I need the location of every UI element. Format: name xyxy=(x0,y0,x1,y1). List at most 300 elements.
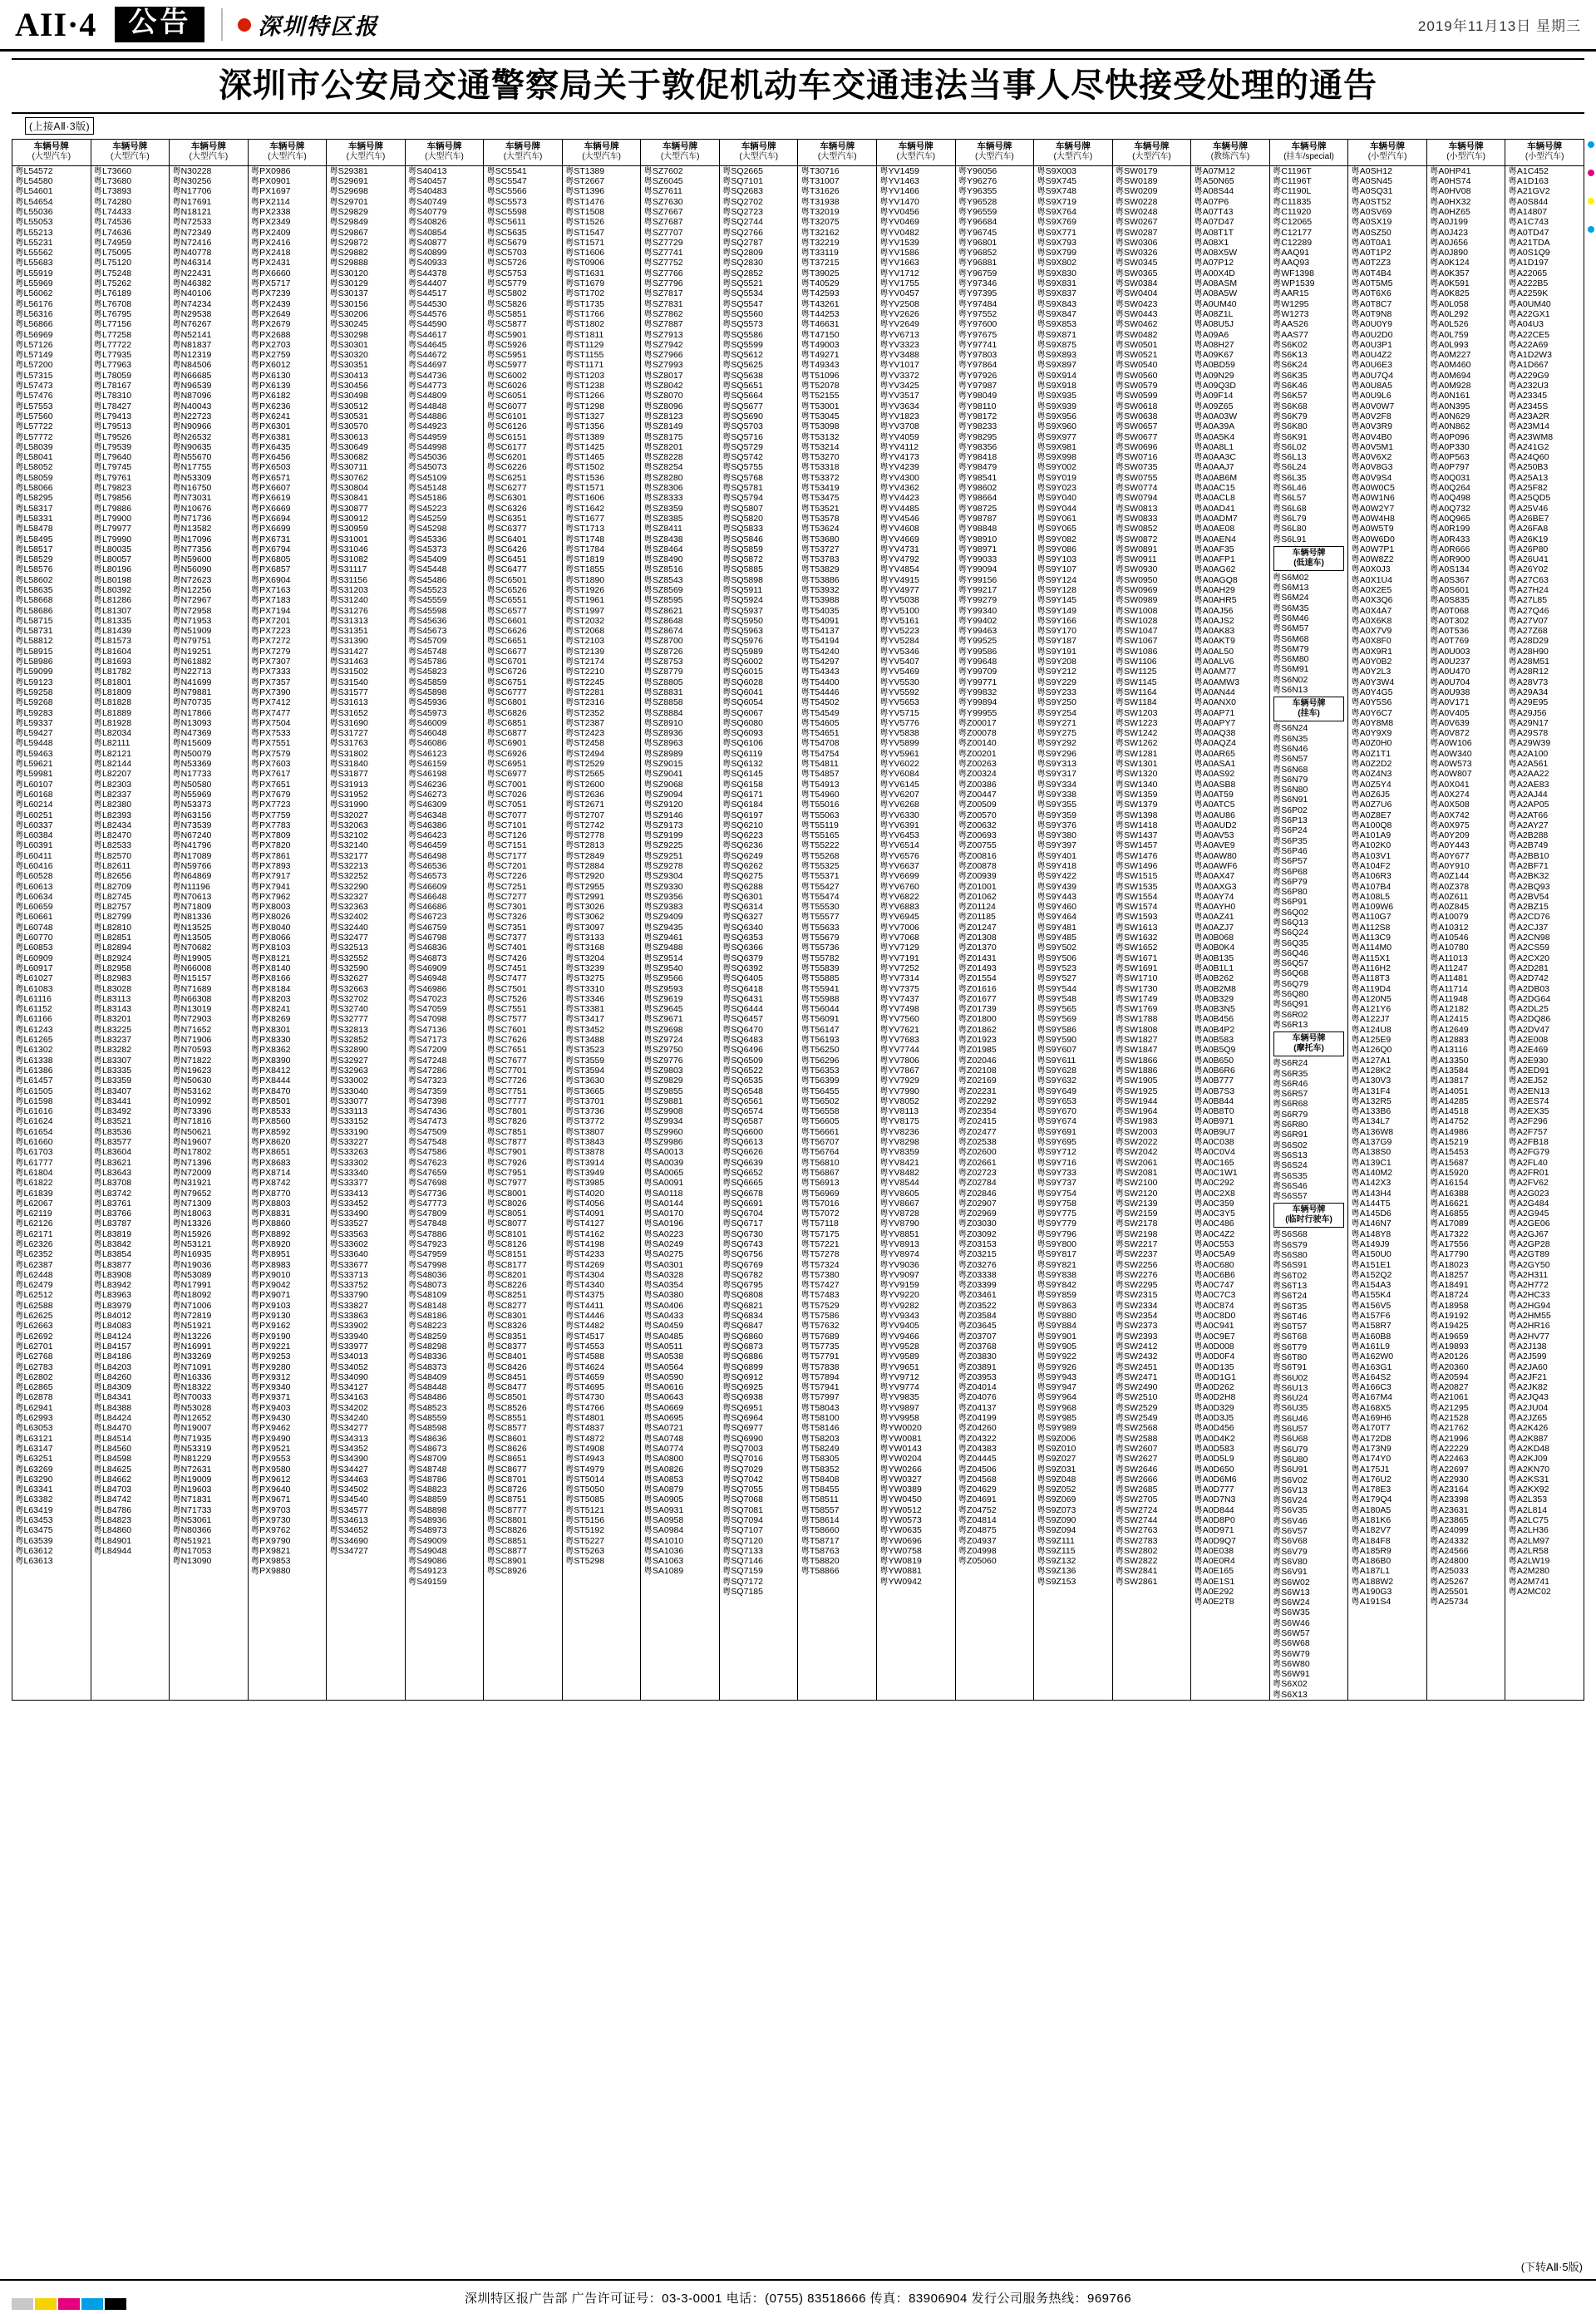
plate-cell: 粤Z03645 xyxy=(958,1321,997,1332)
plate-cell: 粤S9Y233 xyxy=(1037,687,1076,697)
plate-cell: 粤ST1702 xyxy=(564,288,605,299)
plate-cell: 粤Y99525 xyxy=(958,636,998,647)
plate-cell: 粤T56250 xyxy=(800,1045,840,1056)
plate-cell: 粤YV7621 xyxy=(879,1024,919,1035)
plate-cell: 粤YV8175 xyxy=(879,1116,919,1127)
plate-cell: 粤YV9220 xyxy=(879,1290,919,1301)
plate-cell: 粤T55222 xyxy=(800,840,840,851)
plate-cell: 粤S9Y565 xyxy=(1037,1004,1076,1015)
plate-cell: 粤S46309 xyxy=(407,800,447,810)
plate-cell: 粤SZ9304 xyxy=(643,871,683,882)
plate-cell: 粤S47736 xyxy=(407,1188,447,1199)
plate-cell: 粤SC5802 xyxy=(486,288,527,299)
plate-cell: 粤ST4304 xyxy=(564,1269,605,1280)
plate-cell: 粤ST4162 xyxy=(564,1228,605,1239)
plate-cell: 粤S33152 xyxy=(329,1116,368,1127)
plate-cell: 粤S32740 xyxy=(329,1004,368,1015)
plate-cell: 粤SW2549 xyxy=(1115,1413,1158,1424)
plate-cell: 粤L58066 xyxy=(15,483,53,494)
plate-cell: 粤YW0020 xyxy=(879,1423,922,1434)
plate-cell: 粤S6V24 xyxy=(1272,1495,1308,1506)
plate-cell: 粤ST1926 xyxy=(564,584,605,595)
plate-column-header xyxy=(798,140,876,166)
plate-cell: 粤SC6077 xyxy=(486,401,527,411)
plate-cell: 粤Z01308 xyxy=(958,933,997,943)
plate-cell: 粤Y99709 xyxy=(958,667,998,677)
plate-cell: 粤S33340 xyxy=(329,1167,368,1178)
plate-cell: 粤T58557 xyxy=(800,1504,840,1515)
plate-cell: 粤SZ8228 xyxy=(643,452,683,463)
plate-cell: 粤A2BB10 xyxy=(1508,850,1549,861)
plate-cell: 粤YV5284 xyxy=(879,636,919,647)
plate-cell: 粤S6K24 xyxy=(1272,360,1308,371)
plate-cell: 粤S44959 xyxy=(407,431,447,442)
plate-cell: 粤S6M79 xyxy=(1272,643,1309,654)
plate-cell: 粤PX8040 xyxy=(250,922,291,933)
plate-cell: 粤ST3133 xyxy=(564,933,605,943)
plate-cell: 粤SZ9015 xyxy=(643,759,683,770)
plate-column-header-line2: (大型汽车) xyxy=(268,152,307,162)
plate-cell: 粤SW0716 xyxy=(1115,452,1158,463)
plate-cell: 粤A2LR58 xyxy=(1508,1545,1549,1556)
plate-cell: 粤S45636 xyxy=(407,615,447,626)
plate-cell: 粤S33827 xyxy=(329,1300,368,1311)
plate-cell: 粤YV0456 xyxy=(879,207,919,217)
plate-cell: 粤S9Y569 xyxy=(1037,1014,1076,1025)
plate-cell: 粤T54400 xyxy=(800,677,840,687)
plate-cell: 粤ST3204 xyxy=(564,953,605,963)
plate-cell: 粤A0K825 xyxy=(1429,288,1470,299)
plate-cell: 粤SW2666 xyxy=(1115,1474,1158,1484)
plate-cell: 粤SC7777 xyxy=(486,1095,527,1106)
plate-cell: 粤PX0986 xyxy=(250,165,291,176)
plate-cell: 粤S6K13 xyxy=(1272,350,1308,361)
plate-cell: 粤A0W5T9 xyxy=(1351,524,1394,534)
plate-cell: 粤S9Y061 xyxy=(1037,513,1076,524)
plate-cell: 粤SW2685 xyxy=(1115,1484,1158,1495)
plate-cell: 粤Z01923 xyxy=(958,1035,997,1046)
plate-cell: 粤L57126 xyxy=(15,339,53,350)
plate-cell: 粤L83787 xyxy=(93,1219,132,1229)
plate-cell: 粤S45336 xyxy=(407,534,447,544)
plate-cell: 粤PX9071 xyxy=(250,1290,291,1301)
plate-cell: 粤L83621 xyxy=(93,1157,132,1168)
plate-cell: 粤A0UM40 xyxy=(1194,298,1237,309)
plate-cell: 粤S6V35 xyxy=(1272,1505,1308,1516)
plate-column-header xyxy=(170,140,248,166)
plate-cell: 粤A0B7S3 xyxy=(1194,1086,1235,1096)
plate-cell: 粤S6N46 xyxy=(1272,743,1308,754)
plate-cell: 粤SC7677 xyxy=(486,1055,527,1066)
plate-cell: 粤L63613 xyxy=(15,1556,53,1567)
plate-cell: 粤S34463 xyxy=(329,1474,368,1484)
plate-cell: 粤L83979 xyxy=(93,1300,132,1311)
plate-cell: 粤L83942 xyxy=(93,1280,132,1291)
plate-cell: 粤S47098 xyxy=(407,1014,447,1025)
plate-cell: 粤L82745 xyxy=(93,891,132,902)
plate-cell: 粤A08S44 xyxy=(1194,186,1234,197)
plate-cell: 粤ST2529 xyxy=(564,759,605,770)
plate-cell: 粤T54960 xyxy=(800,789,840,800)
plate-cell: 粤YV9036 xyxy=(879,1259,919,1270)
plate-cell: 粤Z03707 xyxy=(958,1331,997,1342)
plate-cell: 粤YV5715 xyxy=(879,707,919,718)
plate-cell: 粤YV6576 xyxy=(879,850,919,861)
plate-cell: 粤A2LH36 xyxy=(1508,1525,1549,1536)
plate-cell: 粤Y97864 xyxy=(958,360,998,371)
plate-cell: 粤A0P563 xyxy=(1429,452,1470,463)
plate-cell: 粤Z01124 xyxy=(958,902,996,913)
plate-cell: 粤L63475 xyxy=(15,1525,53,1536)
plate-cell: 粤S32963 xyxy=(329,1065,368,1076)
plate-cell: 粤L63251 xyxy=(15,1454,53,1465)
plate-cell: 粤S9X764 xyxy=(1037,207,1076,217)
plate-cell: 粤L79640 xyxy=(93,452,132,463)
plate-cell: 粤S33377 xyxy=(329,1178,368,1189)
plate-cell: 粤L63612 xyxy=(15,1545,53,1556)
plate-cell: 粤Z02354 xyxy=(958,1106,997,1117)
plate-cell: 粤SC8677 xyxy=(486,1464,527,1475)
plate-cell: 粤PX7239 xyxy=(250,288,291,299)
plate-cell: 粤YV9528 xyxy=(879,1341,919,1351)
plate-cell: 粤SA0853 xyxy=(643,1474,684,1484)
plate-cell: 粤SC6426 xyxy=(486,544,527,554)
plate-cell: 粤SW1008 xyxy=(1115,605,1158,616)
plate-cell: 粤Z03584 xyxy=(958,1311,997,1322)
plate-cell: 粤T53624 xyxy=(800,524,840,534)
plate-cell: 粤ST4766 xyxy=(564,1402,605,1413)
plate-cell: 粤S34540 xyxy=(329,1494,368,1505)
plate-cell: 粤A0Z378 xyxy=(1429,881,1470,892)
plate-cell: 粤A2KX92 xyxy=(1508,1484,1549,1495)
plate-cell: 粤T54754 xyxy=(800,748,840,759)
plate-cell: 粤N18322 xyxy=(172,1382,212,1393)
plate-cell: 粤ST1547 xyxy=(564,227,605,238)
plate-cell: 粤S6R46 xyxy=(1272,1078,1308,1089)
plate-cell: 粤PX9640 xyxy=(250,1484,291,1495)
plate-cell: 粤S6N91 xyxy=(1272,795,1308,805)
plate-cell: 粤S6N68 xyxy=(1272,764,1308,775)
plate-cell: 粤A155K4 xyxy=(1351,1290,1392,1301)
plate-cell: 粤S29888 xyxy=(329,258,368,268)
plate-cell: 粤A2K426 xyxy=(1508,1423,1549,1434)
plate-cell: 粤A0B262 xyxy=(1194,973,1234,984)
plate-cell: 粤L83441 xyxy=(93,1095,132,1106)
plate-cell: 粤A0C2X8 xyxy=(1194,1188,1235,1199)
plate-cell: 粤SW1925 xyxy=(1115,1086,1158,1096)
plate-cell: 粤S6K68 xyxy=(1272,401,1308,411)
plate-cell: 粤L73893 xyxy=(93,186,132,197)
plate-cell: 粤SC8701 xyxy=(486,1474,527,1484)
plate-cell: 粤SQ5820 xyxy=(722,513,763,524)
plate-cell: 粤N19623 xyxy=(172,1065,212,1076)
plate-cell: 粤A2BV54 xyxy=(1508,891,1549,902)
plate-cell: 粤PX7279 xyxy=(250,646,291,657)
plate-cell: 粤L63269 xyxy=(15,1464,53,1475)
plate-cell: 粤A2FR01 xyxy=(1508,1167,1549,1178)
plate-cell: 粤N71906 xyxy=(172,1035,212,1046)
plate-cell: 粤A15920 xyxy=(1429,1167,1469,1178)
plate-cell: 粤T54549 xyxy=(800,707,840,718)
plate-cell: 粤A0X975 xyxy=(1429,820,1470,830)
plate-cell: 粤ST3772 xyxy=(564,1116,605,1127)
plate-cell: 粤S9Y103 xyxy=(1037,554,1076,565)
plate-cell: 粤SC8401 xyxy=(486,1351,527,1362)
plate-cell: 粤N67240 xyxy=(172,830,212,841)
plate-cell: 粤S9Y611 xyxy=(1037,1055,1076,1066)
plate-cell: 粤SZ8858 xyxy=(643,697,683,708)
plate-cell: 粤S6W91 xyxy=(1272,1669,1310,1680)
plate-cell: 粤PX6182 xyxy=(250,391,291,401)
plate-cell: 粤SC6501 xyxy=(486,574,527,585)
plate-cell: 粤SZ7707 xyxy=(643,227,683,238)
plate-cell: 粤ST4908 xyxy=(564,1443,605,1454)
plate-cell: 粤SA1036 xyxy=(643,1545,684,1556)
plate-cell: 粤N72349 xyxy=(172,227,212,238)
plate-cell: 粤T58717 xyxy=(800,1535,840,1546)
plate-cell: 粤YV7683 xyxy=(879,1035,919,1046)
plate-cell: 粤T58249 xyxy=(800,1443,840,1454)
plate-cell: 粤N71816 xyxy=(172,1116,212,1127)
plate-cell: 粤S30570 xyxy=(329,421,368,432)
plate-cell: 粤PX2688 xyxy=(250,329,291,340)
plate-cell: 粤SC5877 xyxy=(486,319,527,330)
plate-cell: 粤ST5227 xyxy=(564,1535,605,1546)
plate-cell: 粤ST2139 xyxy=(564,646,605,657)
plate-cell: 粤L83335 xyxy=(93,1065,132,1076)
plate-cell: 粤YV3517 xyxy=(879,391,919,401)
plate-cell: 粤S45523 xyxy=(407,584,447,595)
plate-cell: 粤SZ8411 xyxy=(643,524,682,534)
plate-cell: 粤S44923 xyxy=(407,421,447,432)
plate-cell: 粤A22697 xyxy=(1429,1464,1469,1475)
plate-cell: 粤SZ9566 xyxy=(643,973,683,984)
plate-cell: 粤A138S0 xyxy=(1351,1147,1392,1158)
plate-cell: 粤A0AWF6 xyxy=(1194,861,1238,871)
plate-cell: 粤S45148 xyxy=(407,483,447,494)
plate-cell: 粤T55633 xyxy=(800,922,840,933)
plate-cell: 粤ST3452 xyxy=(564,1024,605,1035)
plate-cell: 粤T33119 xyxy=(800,248,839,258)
plate-cell: 粤SQ5846 xyxy=(722,534,763,544)
plate-cell: 粤ST1476 xyxy=(564,196,605,207)
plate-cell: 粤A0L292 xyxy=(1429,308,1469,319)
plate-cell: 粤T55371 xyxy=(800,871,840,882)
plate-cell: 粤S29691 xyxy=(329,176,368,187)
plate-cell: 粤T32219 xyxy=(800,237,840,248)
plate-cell: 粤A0R900 xyxy=(1429,554,1470,565)
plate-cell: 粤ST4411 xyxy=(564,1300,604,1311)
plate-column-header-line1: 车辆号牌 xyxy=(898,141,933,152)
plate-cell: 粤L60411 xyxy=(15,850,52,861)
plate-cell: 粤A2E930 xyxy=(1508,1055,1549,1066)
plate-cell: 粤A2HR16 xyxy=(1508,1321,1550,1332)
plate-cell: 粤S40483 xyxy=(407,186,447,197)
plate-cell: 粤L82894 xyxy=(93,943,132,953)
plate-column-header xyxy=(720,140,798,166)
plate-cell: 粤A17790 xyxy=(1429,1249,1469,1260)
plate-cell: 粤A188W2 xyxy=(1351,1576,1394,1587)
plate-cell: 粤S46236 xyxy=(407,779,447,790)
plate-cell: 粤T54240 xyxy=(800,646,840,657)
plate-cell: 粤SW1691 xyxy=(1115,963,1158,973)
plate-cell: 粤PX2416 xyxy=(250,237,291,248)
plate-cell: 粤S9X771 xyxy=(1037,227,1076,238)
plate-cell: 粤SC6451 xyxy=(486,554,527,565)
plate-cell: 粤A09Z65 xyxy=(1194,401,1234,411)
plate-cell: 粤Y96355 xyxy=(958,186,998,197)
plate-cell: 粤S33113 xyxy=(329,1106,368,1117)
plate-cell: 粤S6R02 xyxy=(1272,1009,1308,1020)
plate-cell: 粤YV9835 xyxy=(879,1392,919,1403)
plate-cell: 粤S32213 xyxy=(329,861,368,871)
plate-cell: 粤SQ6067 xyxy=(722,707,763,718)
plate-cell: 粤SW2139 xyxy=(1115,1198,1158,1209)
plate-cell: 粤S9Y334 xyxy=(1037,779,1076,790)
plate-cell: 粤YV6637 xyxy=(879,861,919,871)
plate-cell: 粤A0P330 xyxy=(1429,441,1470,452)
plate-cell: 粤A25F82 xyxy=(1508,483,1548,494)
plate-cell: 粤L80392 xyxy=(93,584,132,595)
plate-cell: 粤L83521 xyxy=(93,1116,132,1127)
plate-cell: 粤L60168 xyxy=(15,789,53,800)
plate-cell: 粤ST4979 xyxy=(564,1464,605,1475)
plate-cell: 粤SQ7185 xyxy=(722,1587,763,1598)
plate-cell: 粤Y96801 xyxy=(958,237,998,248)
plate-cell: 粤S9Y002 xyxy=(1037,462,1076,473)
plate-cell: 粤S6U35 xyxy=(1272,1403,1308,1414)
plate-cell: 粤A190G3 xyxy=(1351,1587,1392,1598)
plate-cell: 粤N17991 xyxy=(172,1280,212,1291)
plate-cell: 粤L60337 xyxy=(15,820,53,830)
plate-cell: 粤Z04691 xyxy=(958,1494,997,1505)
plate-cell: 粤T55063 xyxy=(800,810,840,820)
plate-cell: 粤S6L24 xyxy=(1272,462,1307,473)
plate-cell: 粤SC6301 xyxy=(486,493,527,504)
plate-cell: 粤A0AN44 xyxy=(1194,687,1235,697)
plate-cell: 粤SQ6392 xyxy=(722,963,763,973)
plate-cell: 粤S6R24 xyxy=(1272,1058,1308,1069)
plate-cell: 粤A2D281 xyxy=(1508,963,1549,973)
plate-cell: 粤A191S4 xyxy=(1351,1597,1392,1607)
plate-cell: 粤A2CX20 xyxy=(1508,953,1549,963)
plate-cell: 粤N71736 xyxy=(172,513,212,524)
plate-cell: 粤SZ9068 xyxy=(643,779,683,790)
plate-cell: 粤N70735 xyxy=(172,697,212,708)
plate-cell: 粤A0R433 xyxy=(1429,534,1470,544)
plate-cell: 粤PX2409 xyxy=(250,227,291,238)
plate-cell: 粤A1D197 xyxy=(1508,258,1549,268)
plate-cell: 粤T53680 xyxy=(800,534,840,544)
plate-cell: 粤S6P57 xyxy=(1272,856,1308,867)
plate-cell: 粤T56558 xyxy=(800,1106,840,1117)
plate-cell: 粤N16991 xyxy=(172,1341,212,1351)
plate-cell: 粤Y97675 xyxy=(958,329,998,340)
plate-cell: 粤S31877 xyxy=(329,769,368,780)
plate-cell: 粤A25V46 xyxy=(1508,503,1549,514)
plate-cell: 粤A10079 xyxy=(1429,912,1469,923)
plate-cell: 粤N71309 xyxy=(172,1198,212,1209)
plate-cell: 粤A21528 xyxy=(1429,1413,1469,1424)
plate-cell: 粤SW0696 xyxy=(1115,441,1158,452)
plate-cell: 粤A0T769 xyxy=(1429,636,1470,647)
plate-cell: 粤A232U3 xyxy=(1508,381,1549,391)
plate-cell: 粤A10312 xyxy=(1429,922,1469,933)
plate-cell: 粤SQ6379 xyxy=(722,953,763,963)
plate-cell: 粤PX7893 xyxy=(250,861,291,871)
plate-cell: 粤T57483 xyxy=(800,1290,840,1301)
plate-cell: 粤A0W340 xyxy=(1429,748,1472,759)
plate-cell: 粤Y98848 xyxy=(958,524,998,534)
plate-cell: 粤YV7068 xyxy=(879,933,919,943)
plate-cell: 粤S34202 xyxy=(329,1402,368,1413)
plate-cell: 粤N72958 xyxy=(172,605,212,616)
plate-cell: 粤L82337 xyxy=(93,789,132,800)
plate-cell: 粤A11948 xyxy=(1429,993,1468,1004)
plate-cell: 粤A0W4H8 xyxy=(1351,513,1395,524)
plate-cell: 粤T51096 xyxy=(800,370,840,381)
plate-cell: 粤L82570 xyxy=(93,850,132,861)
plate-cell: 粤Z04937 xyxy=(958,1535,997,1546)
plate-cell: 粤A2M280 xyxy=(1508,1566,1549,1577)
plate-cell: 粤SW2159 xyxy=(1115,1209,1158,1219)
plate-column xyxy=(405,139,484,1701)
plate-cell: 粤L57722 xyxy=(15,421,53,432)
plate-cell: 粤T43261 xyxy=(800,298,840,309)
plate-cell: 粤S6V46 xyxy=(1272,1515,1308,1526)
plate-cell: 粤Z03953 xyxy=(958,1371,997,1382)
plate-cell: 粤A0D971 xyxy=(1194,1525,1234,1536)
plate-column-header-line2: (大型汽车) xyxy=(739,152,779,162)
plate-cell: 粤YV6022 xyxy=(879,759,919,770)
plate-cell: 粤SC6177 xyxy=(486,441,527,452)
plate-cell: 粤S32402 xyxy=(329,912,368,923)
plate-cell: 粤S45409 xyxy=(407,554,447,565)
plate-cell: 粤Z00878 xyxy=(958,861,997,871)
plate-cell: 粤SW0423 xyxy=(1115,298,1158,309)
plate-cell: 粤PX7603 xyxy=(250,759,291,770)
plate-cell: 粤S9Y527 xyxy=(1037,973,1076,984)
plate-cell: 粤PX8770 xyxy=(250,1188,291,1199)
plate-cell: 粤S6W35 xyxy=(1272,1607,1310,1618)
plate-cell: 粤A0S835 xyxy=(1429,595,1470,606)
plate-cell: 粤YV5838 xyxy=(879,728,919,739)
plate-cell: 粤SC5547 xyxy=(486,176,527,187)
plate-cell: 粤A25A13 xyxy=(1508,472,1549,483)
plate-cell: 粤S9X893 xyxy=(1037,350,1076,361)
plate-cell: 粤N50079 xyxy=(172,748,212,759)
plate-cell: 粤T56707 xyxy=(800,1137,840,1148)
plate-cell: 粤YV4669 xyxy=(879,534,919,544)
plate-cell: 粤PX7194 xyxy=(250,605,291,616)
plate-cell: 粤Y99156 xyxy=(958,574,998,585)
plate-cell: 粤PX7223 xyxy=(250,626,291,637)
plate-cell: 粤A0B844 xyxy=(1194,1095,1234,1106)
plate-cell: 粤S30959 xyxy=(329,524,368,534)
plate-cell: 粤YV8359 xyxy=(879,1147,919,1158)
plate-cell: 粤SC8651 xyxy=(486,1454,527,1465)
plate-cell: 粤PX9042 xyxy=(250,1280,291,1291)
plate-cell: 粤A0AT59 xyxy=(1194,789,1234,800)
plate-cell: 粤T53475 xyxy=(800,493,840,504)
plate-cell: 粤L74280 xyxy=(93,196,132,207)
plate-cell: 粤L59621 xyxy=(15,759,53,770)
plate-cell: 粤S6N79 xyxy=(1272,774,1308,785)
plate-cell: 粤S33940 xyxy=(329,1331,368,1342)
plate-cell: 粤SQ6041 xyxy=(722,687,763,697)
plate-cell: 粤S49123 xyxy=(407,1566,447,1577)
plate-cell: 粤S46536 xyxy=(407,861,447,871)
